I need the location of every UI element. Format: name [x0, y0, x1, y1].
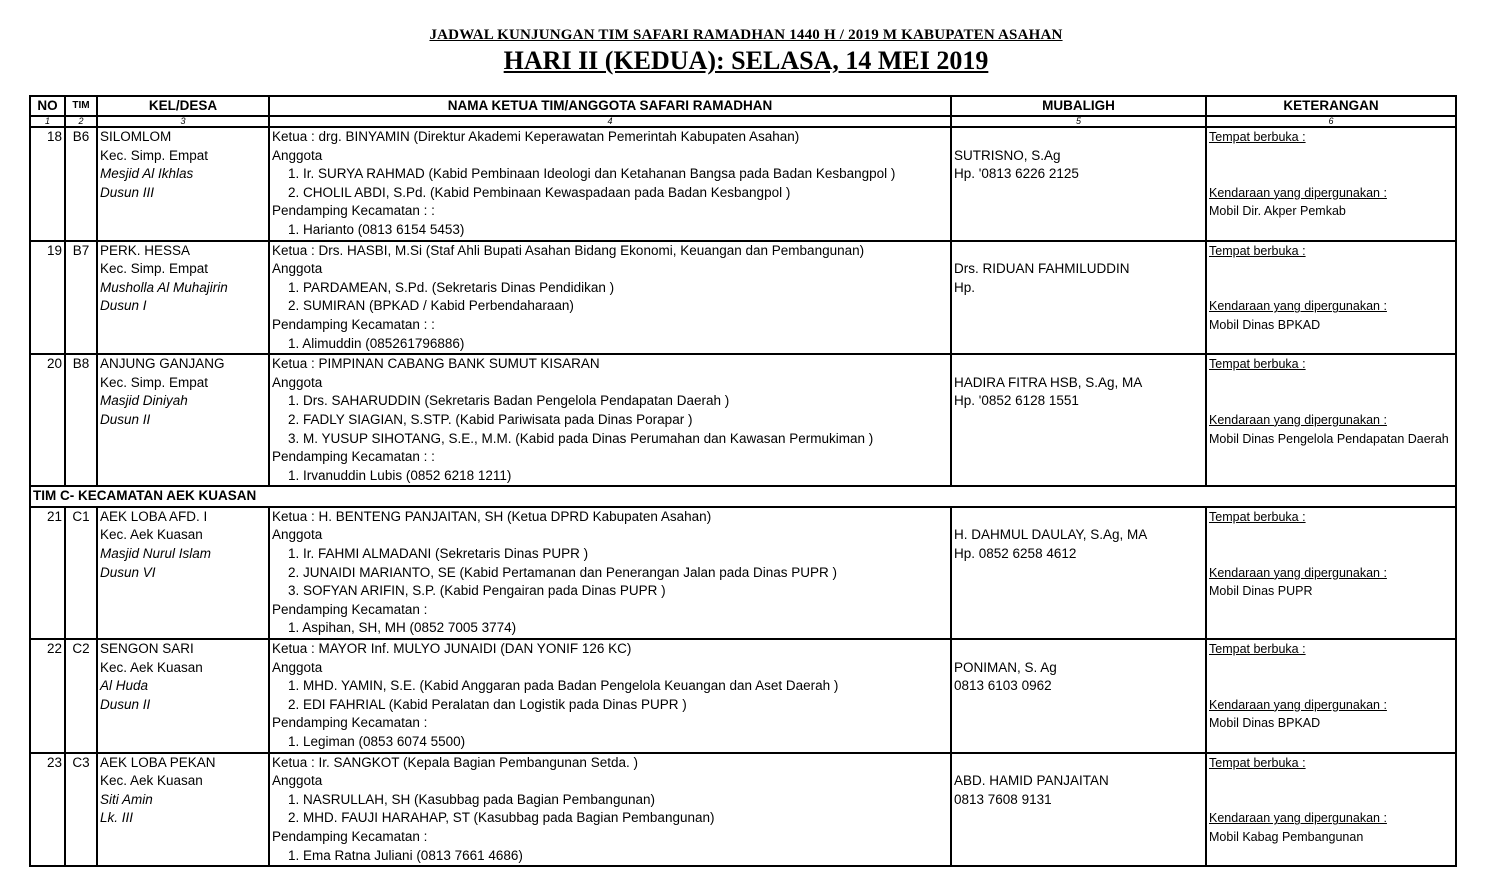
- anggota-member: 3. SOFYAN ARIFIN, S.P. (Kabid Pengairan pada Dinas PUPR ): [288, 583, 666, 599]
- kendaraan-value: Mobil Dinas PUPR: [1209, 584, 1313, 599]
- anggota-member: 2. FADLY SIAGIAN, S.STP. (Kabid Pariwisata pada Dinas Porapar ): [288, 411, 693, 427]
- kendaraan-value: Mobil Dir. Akper Pemkab: [1209, 204, 1346, 219]
- anggota-label: Anggota: [272, 261, 323, 277]
- row-nama-ketua: [269, 639, 951, 753]
- tempat-berbuka: Tempat berbuka :: [1209, 755, 1306, 770]
- anggota-member: 2. MHD. FAUJI HARAHAP, ST (Kasubbag pada Bagian Pembangunan): [288, 810, 715, 826]
- masjid-name: Siti Amin: [100, 791, 153, 807]
- pendamping-label: Pendamping Kecamatan : :: [272, 449, 435, 465]
- row-keterangan: [1206, 354, 1456, 486]
- pendamping-label: Pendamping Kecamatan :: [272, 715, 428, 731]
- header-row: [30, 96, 1456, 116]
- anggota-member: 1. Ir. FAHMI ALMADANI (Sekretaris Dinas PUPR ): [288, 546, 589, 562]
- pendamping-member: 1. Irvanuddin Lubis (0852 6218 1211): [288, 467, 512, 483]
- column-number-row: [30, 116, 1456, 127]
- row-tim: C1: [65, 507, 97, 639]
- row-nama-ketua: [269, 507, 951, 639]
- row-no: 21: [30, 507, 65, 639]
- col-number: 2: [65, 116, 97, 127]
- ketua-tim: Ketua : Ir. SANGKOT (Kepala Bagian Pembangunan Setda. ): [272, 754, 638, 770]
- dusun: Dusun VI: [100, 564, 156, 580]
- schedule-row: [30, 241, 1456, 355]
- row-kel-desa: [97, 127, 269, 241]
- row-mubaligh: [951, 354, 1206, 486]
- masjid-name: Mesjid Al Ikhlas: [100, 166, 194, 182]
- row-mubaligh: [951, 639, 1206, 753]
- header-keterangan: KETERANGAN: [1206, 96, 1456, 116]
- pendamping-label: Pendamping Kecamatan : :: [272, 316, 435, 332]
- kendaraan-label: Kendaraan yang dipergunakan :: [1209, 185, 1387, 200]
- anggota-label: Anggota: [272, 773, 323, 789]
- schedule-row: [30, 507, 1456, 639]
- anggota-member: 1. Drs. SAHARUDDIN (Sekretaris Badan Pengelola Pendapatan Daerah ): [288, 393, 730, 409]
- row-no: 20: [30, 354, 65, 486]
- masjid-name: Masjid Nurul Islam: [100, 546, 212, 562]
- pendamping-member: 1. Legiman (0853 6074 5500): [288, 734, 466, 749]
- row-keterangan: [1206, 753, 1456, 867]
- row-kel-desa: [97, 354, 269, 486]
- desa-name: AEK LOBA AFD. I: [100, 508, 208, 524]
- ketua-tim: Ketua : H. BENTENG PANJAITAN, SH (Ketua DPRD Kabupaten Asahan): [272, 508, 712, 524]
- row-tim: C2: [65, 639, 97, 753]
- schedule-row: [30, 127, 1456, 241]
- ketua-tim: Ketua : drg. BINYAMIN (Direktur Akademi Keperawatan Pemerintah Kabupaten Asahan): [272, 129, 800, 144]
- mubaligh-phone: Hp.: [954, 279, 976, 295]
- kendaraan-value: Mobil Dinas BPKAD: [1209, 317, 1321, 332]
- kendaraan-label: Kendaraan yang dipergunakan :: [1209, 811, 1387, 826]
- kecamatan: Kec. Simp. Empat: [100, 261, 209, 277]
- row-keterangan: [1206, 241, 1456, 355]
- schedule-table: [29, 95, 1457, 867]
- mubaligh-phone: 0813 7608 9131: [954, 791, 1052, 807]
- kecamatan: Kec. Simp. Empat: [100, 374, 209, 390]
- desa-name: ANJUNG GANJANG: [100, 356, 225, 372]
- document-subtitle: HARI II (KEDUA): SELASA, 14 MEI 2019: [503, 46, 989, 75]
- dusun: Dusun I: [100, 298, 147, 314]
- dusun: Lk. III: [100, 810, 134, 826]
- desa-name: SENGON SARI: [100, 641, 194, 657]
- kecamatan: Kec. Aek Kuasan: [100, 527, 203, 543]
- pendamping-member: 1. Aspihan, SH, MH (0852 7005 3774): [288, 620, 517, 636]
- mubaligh-phone: Hp. 0852 6258 4612: [954, 546, 1077, 562]
- masjid-name: Musholla Al Muhajirin: [100, 279, 228, 295]
- col-number: 6: [1206, 116, 1456, 127]
- anggota-label: Anggota: [272, 527, 323, 543]
- masjid-name: Al Huda: [100, 678, 149, 694]
- row-keterangan: [1206, 639, 1456, 753]
- kendaraan-label: Kendaraan yang dipergunakan :: [1209, 697, 1387, 712]
- col-number: 1: [30, 116, 65, 127]
- row-nama-ketua: [269, 127, 951, 241]
- anggota-member: 1. PARDAMEAN, S.Pd. (Sekretaris Dinas Pendidikan ): [288, 279, 615, 295]
- kendaraan-value: Mobil Kabag Pembangunan: [1209, 829, 1364, 844]
- row-nama-ketua: [269, 241, 951, 355]
- anggota-member: 2. JUNAIDI MARIANTO, SE (Kabid Pertamanan dan Penerangan Jalan pada Dinas PUPR ): [288, 564, 838, 580]
- row-tim: B6: [65, 127, 97, 241]
- row-kel-desa: [97, 507, 269, 639]
- header-no: NO: [30, 96, 65, 116]
- section-title: TIM C- KECAMATAN AEK KUASAN: [30, 486, 1456, 507]
- anggota-member: 1. Ir. SURYA RAHMAD (Kabid Pembinaan Ideologi dan Ketahanan Bangsa pada Badan Kesbangpol ): [288, 166, 896, 182]
- kecamatan: Kec. Aek Kuasan: [100, 773, 203, 789]
- header-mubaligh: MUBALIGH: [951, 96, 1206, 116]
- row-tim: B8: [65, 354, 97, 486]
- mubaligh-name: SUTRISNO, S.Ag: [954, 147, 1061, 163]
- tempat-berbuka: Tempat berbuka :: [1209, 357, 1306, 372]
- tempat-berbuka: Tempat berbuka :: [1209, 243, 1306, 258]
- dusun: Dusun III: [100, 184, 155, 200]
- kendaraan-value: Mobil Dinas BPKAD: [1209, 716, 1321, 731]
- section-row: [30, 486, 1456, 507]
- row-mubaligh: [951, 507, 1206, 639]
- row-no: 23: [30, 753, 65, 867]
- anggota-label: Anggota: [272, 659, 323, 675]
- dusun: Dusun II: [100, 696, 151, 712]
- pendamping-label: Pendamping Kecamatan :: [272, 601, 428, 617]
- row-no: 22: [30, 639, 65, 753]
- kendaraan-value: Mobil Dinas Pengelola Pendapatan Daerah: [1209, 431, 1449, 446]
- mubaligh-name: PONIMAN, S. Ag: [954, 659, 1057, 675]
- row-keterangan: [1206, 127, 1456, 241]
- tempat-berbuka: Tempat berbuka :: [1209, 642, 1306, 657]
- kendaraan-label: Kendaraan yang dipergunakan :: [1209, 565, 1387, 580]
- row-no: 19: [30, 241, 65, 355]
- schedule-row: [30, 753, 1456, 867]
- pendamping-member: 1. Ema Ratna Juliani (0813 7661 4686): [288, 847, 523, 863]
- row-tim: B7: [65, 241, 97, 355]
- row-mubaligh: [951, 127, 1206, 241]
- mubaligh-phone: 0813 6103 0962: [954, 678, 1052, 694]
- anggota-label: Anggota: [272, 374, 323, 390]
- anggota-member: 2. EDI FAHRIAL (Kabid Peralatan dan Logistik pada Dinas PUPR ): [288, 696, 687, 712]
- header-tim: TIM: [65, 96, 97, 116]
- mubaligh-name: H. DAHMUL DAULAY, S.Ag, MA: [954, 527, 1148, 543]
- anggota-member: 1. NASRULLAH, SH (Kasubbag pada Bagian Pembangunan): [288, 791, 655, 807]
- ketua-tim: Ketua : MAYOR Inf. MULYO JUNAIDI (DAN YONIF 126 KC): [272, 641, 632, 657]
- mubaligh-phone: Hp. '0813 6226 2125: [954, 166, 1079, 182]
- row-kel-desa: [97, 639, 269, 753]
- tempat-berbuka: Tempat berbuka :: [1209, 509, 1306, 524]
- schedule-row: [30, 354, 1456, 486]
- pendamping-label: Pendamping Kecamatan : :: [272, 203, 435, 219]
- row-keterangan: [1206, 507, 1456, 639]
- mubaligh-name: HADIRA FITRA HSB, S.Ag, MA: [954, 374, 1143, 390]
- ketua-tim: Ketua : Drs. HASBI, M.Si (Staf Ahli Bupati Asahan Bidang Ekonomi, Keuangan dan Pembangunan): [272, 242, 865, 258]
- row-kel-desa: [97, 241, 269, 355]
- anggota-member: 2. SUMIRAN (BPKAD / Kabid Perbendaharaan): [288, 298, 574, 314]
- pendamping-member: 1. Harianto (0813 6154 5453): [288, 221, 465, 237]
- row-nama-ketua: [269, 354, 951, 486]
- kecamatan: Kec. Simp. Empat: [100, 147, 209, 163]
- row-mubaligh: [951, 753, 1206, 867]
- col-number: 3: [97, 116, 269, 127]
- ketua-tim: Ketua : PIMPINAN CABANG BANK SUMUT KISARAN: [272, 356, 600, 372]
- row-mubaligh: [951, 241, 1206, 355]
- anggota-label: Anggota: [272, 147, 323, 163]
- masjid-name: Masjid Diniyah: [100, 393, 188, 409]
- anggota-member: 2. CHOLIL ABDI, S.Pd. (Kabid Pembinaan Kewaspadaan pada Badan Kesbangpol ): [288, 184, 791, 200]
- mubaligh-name: Drs. RIDUAN FAHMILUDDIN: [954, 261, 1130, 277]
- kendaraan-label: Kendaraan yang dipergunakan :: [1209, 299, 1387, 314]
- col-number: 4: [269, 116, 951, 127]
- anggota-member: 1. MHD. YAMIN, S.E. (Kabid Anggaran pada Badan Pengelola Keuangan dan Aset Daerah ): [288, 678, 839, 694]
- schedule-row: [30, 639, 1456, 753]
- mubaligh-name: ABD. HAMID PANJAITAN: [954, 773, 1109, 789]
- dusun: Dusun II: [100, 411, 151, 427]
- desa-name: PERK. HESSA: [100, 242, 191, 258]
- row-no: 18: [30, 127, 65, 241]
- row-kel-desa: [97, 753, 269, 867]
- header-nama-ketua: NAMA KETUA TIM/ANGGOTA SAFARI RAMADHAN: [269, 96, 951, 116]
- pendamping-member: 1. Alimuddin (085261796886): [288, 335, 465, 351]
- row-nama-ketua: [269, 753, 951, 867]
- anggota-member: 3. M. YUSUP SIHOTANG, S.E., M.M. (Kabid pada Dinas Perumahan dan Kawasan Permukiman ): [288, 430, 874, 446]
- kendaraan-label: Kendaraan yang dipergunakan :: [1209, 412, 1387, 427]
- tempat-berbuka: Tempat berbuka :: [1209, 130, 1306, 144]
- kecamatan: Kec. Aek Kuasan: [100, 659, 203, 675]
- document-title: JADWAL KUNJUNGAN TIM SAFARI RAMADHAN 1440 H / 2019 M KABUPATEN ASAHAN: [429, 27, 1063, 43]
- desa-name: AEK LOBA PEKAN: [100, 754, 216, 770]
- desa-name: SILOMLOM: [100, 129, 172, 144]
- col-number: 5: [951, 116, 1206, 127]
- row-tim: C3: [65, 753, 97, 867]
- header-kel-desa: KEL/DESA: [97, 96, 269, 116]
- pendamping-label: Pendamping Kecamatan :: [272, 828, 428, 844]
- mubaligh-phone: Hp. '0852 6128 1551: [954, 393, 1079, 409]
